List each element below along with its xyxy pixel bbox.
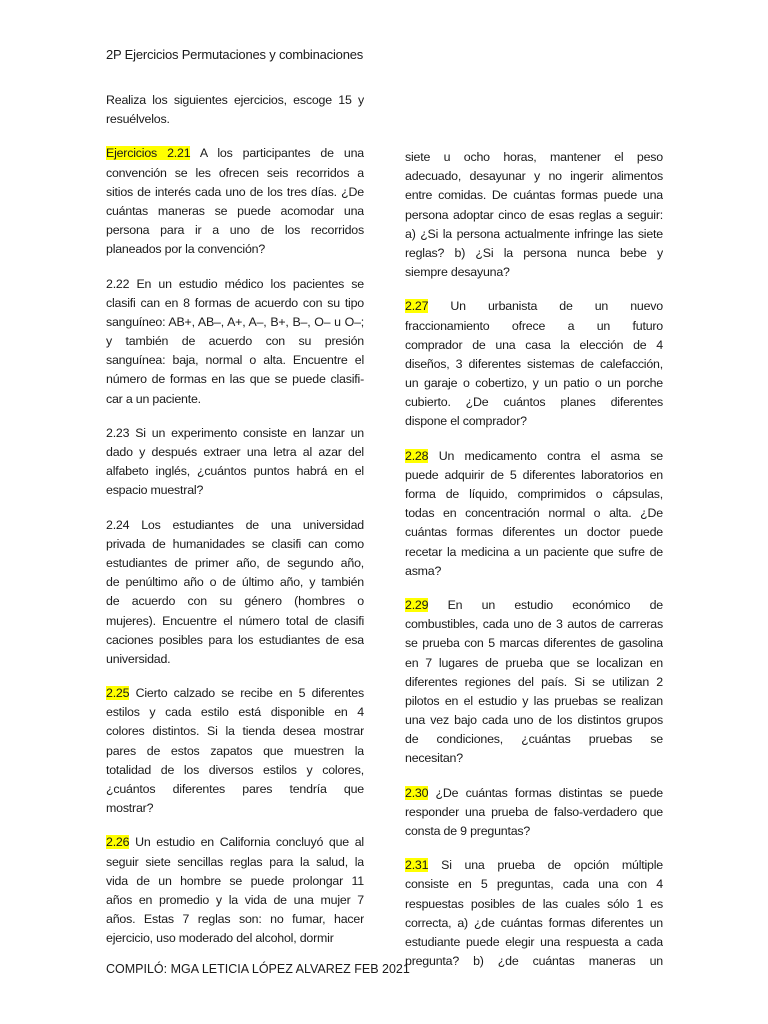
text-line <box>405 673 663 692</box>
text-line <box>106 390 364 409</box>
exercise-paragraph <box>405 784 663 842</box>
line-text: estilos y cada estilo está disponible en 4 <box>106 705 364 720</box>
text-line <box>106 684 364 703</box>
line-text: A los participantes de una <box>190 146 364 161</box>
line-text: ¿cuántos diferentes pares tendría que <box>106 782 364 796</box>
text-line <box>405 263 663 282</box>
line-text: sanguíneo: AB+, AB–, A+, A–, B+, B–, O– u O–; <box>106 314 364 329</box>
line-text: Un estudio en California concluyó que al <box>129 835 364 850</box>
line-text: a) ¿Si la persona actualmente infringe las siete <box>405 226 663 241</box>
text-line <box>106 424 364 443</box>
text-line <box>405 504 663 523</box>
line-text: planeados por la convención? <box>106 242 266 257</box>
text-line <box>106 370 364 389</box>
exercise-number-highlight: Ejercicios 2.21 <box>106 146 191 161</box>
line-text: consta de 9 preguntas? <box>405 824 531 838</box>
line-text: una vez bajo cada uno de los distintos grupos <box>405 713 663 728</box>
line-text: puede adquirir de 5 diferentes laboratorios en <box>405 467 663 482</box>
line-text: fraccionamiento ofrece a un futuro <box>405 318 663 333</box>
line-text: Realiza los siguientes ejercicios, escoge 15 y <box>106 93 364 107</box>
text-line <box>106 462 364 481</box>
text-line <box>106 929 364 948</box>
line-text: de condiciones, ¿cuántas pruebas se <box>405 732 663 747</box>
line-text: consiste en 5 preguntas, cada una con 4 <box>405 877 663 892</box>
text-line <box>106 612 364 631</box>
text-line <box>106 332 364 351</box>
exercise-paragraph <box>106 275 364 409</box>
text-line <box>405 336 663 355</box>
exercise-paragraph <box>405 447 663 581</box>
left-column <box>106 91 364 964</box>
document-title: 2P Ejercicios Permutaciones y combinaciones <box>106 47 364 62</box>
text-line <box>405 355 663 374</box>
line-text: pilotos en el estudio y las pruebas se realizan <box>405 693 663 708</box>
line-text: recetar la medicina a un paciente que sufre de <box>405 544 663 559</box>
line-text: dado y después extraer una letra al azar del <box>106 445 364 459</box>
text-line <box>405 562 663 581</box>
text-line <box>106 481 364 500</box>
text-line <box>106 554 364 573</box>
exercise-number-highlight: 2.28 <box>405 448 429 463</box>
text-line <box>106 443 364 462</box>
exercise-paragraph <box>405 856 663 971</box>
line-text: cuántas maneras se puede acomodar una <box>106 203 364 218</box>
line-text: convención se les ofrecen seis recorridos a <box>106 165 364 180</box>
text-line <box>106 144 364 163</box>
line-text: sanguínea: baja, normal o alta. Encuentre el <box>106 353 364 368</box>
text-line <box>106 351 364 370</box>
line-text: se prueba con 5 marcas diferentes de gasolina <box>405 636 663 651</box>
text-line <box>106 592 364 611</box>
document-footer: COMPILÓ: MGA LETICIA LÓPEZ ALVAREZ FEB 2021 <box>106 962 410 976</box>
text-line <box>405 317 663 336</box>
text-line <box>405 523 663 542</box>
line-text: privada de humanidades se clasifi can como <box>106 536 364 551</box>
exercise-paragraph <box>106 91 364 129</box>
text-line <box>106 202 364 221</box>
line-text: sitios de interés cada uno de los tres días. ¿De <box>106 184 364 199</box>
line-text: años en promedio y la vida de una mujer 7 <box>106 892 364 907</box>
text-line <box>405 933 663 952</box>
text-line <box>106 183 364 202</box>
line-text: número de formas en las que se puede clasifi- <box>106 372 364 387</box>
line-text: persona adoptar cinco de esas reglas a seguir: <box>405 207 663 222</box>
text-line <box>106 275 364 294</box>
line-text: seguir siete sencillas reglas para la salud, la <box>106 854 364 869</box>
text-line <box>405 466 663 485</box>
line-text: 2.23 Si un experimento consiste en lanzar un <box>106 425 364 440</box>
line-text: dispone el comprador? <box>405 414 527 429</box>
text-line <box>405 148 663 167</box>
line-text: resuélvelos. <box>106 112 170 127</box>
line-text: cubierto. ¿De cuántos planes diferentes <box>405 395 663 410</box>
exercise-paragraph <box>106 684 364 818</box>
line-text: diferentes regiones del país. Si se utilizan 2 <box>405 674 663 689</box>
text-line <box>405 856 663 875</box>
text-line <box>405 875 663 894</box>
line-text: totalidad de los diversos estilos y colores, <box>106 762 364 777</box>
line-text: Si una prueba de opción múltiple <box>428 858 663 873</box>
text-line <box>405 543 663 562</box>
text-line <box>106 761 364 780</box>
text-line <box>106 535 364 554</box>
exercise-number-highlight: 2.30 <box>405 785 429 800</box>
line-text: car a un paciente. <box>106 391 201 406</box>
exercise-number-highlight: 2.26 <box>106 835 130 850</box>
line-text: adecuado, desayunar y no ingerir alimentos <box>405 169 663 184</box>
line-text: siete u ocho horas, mantener el peso <box>405 150 663 164</box>
text-line <box>405 186 663 205</box>
line-text: persona para ir a uno de los recorridos <box>106 223 364 238</box>
line-text: colores distintos. Si la tienda desea mostrar <box>106 724 364 739</box>
line-text: pregunta? b) ¿de cuántas maneras un <box>405 954 663 969</box>
text-line <box>405 596 663 615</box>
text-line <box>405 447 663 466</box>
line-text: correcta, a) ¿de cuántas formas diferentes un <box>405 915 663 930</box>
line-text: siempre desayuna? <box>405 265 510 280</box>
text-line <box>405 297 663 316</box>
line-text: ejercicio, uso moderado del alcohol, dormir <box>106 931 334 946</box>
line-text: cuántas formas diferentes un doctor puede <box>405 525 663 540</box>
text-line <box>106 631 364 650</box>
line-text: caciones posibles para los estudiantes de esa <box>106 632 364 647</box>
line-text: un garaje o cobertizo, y un patio o un porche <box>405 376 663 391</box>
exercise-number-highlight: 2.25 <box>106 686 130 701</box>
line-text: ¿De cuántas formas distintas se puede <box>428 785 663 800</box>
line-text: estudiante puede elegir una respuesta a cada <box>405 934 663 949</box>
line-text: mostrar? <box>106 801 154 816</box>
line-text: forma de líquido, comprimidos o cápsulas, <box>405 487 663 501</box>
text-line <box>405 692 663 711</box>
text-line <box>106 164 364 183</box>
line-text: espacio muestral? <box>106 483 204 498</box>
text-line <box>405 822 663 841</box>
line-text: Un medicamento contra el asma se <box>428 448 663 463</box>
text-line <box>405 412 663 431</box>
exercise-paragraph <box>106 516 364 670</box>
text-line <box>405 615 663 634</box>
text-line <box>405 654 663 673</box>
right-column <box>405 148 663 986</box>
text-line <box>405 803 663 822</box>
text-line <box>405 634 663 653</box>
line-text: alfabeto inglés, ¿cuántos puntos habrá en el <box>106 464 364 479</box>
exercise-paragraph <box>405 596 663 769</box>
exercise-paragraph <box>106 833 364 948</box>
line-text: de penúltimo año o de último año, y también <box>106 575 364 590</box>
exercise-paragraph <box>106 424 364 501</box>
line-text: años. Estas 7 reglas son: no fumar, hacer <box>106 912 364 927</box>
text-line <box>405 485 663 504</box>
text-line <box>106 294 364 313</box>
text-line <box>405 784 663 803</box>
exercise-paragraph <box>405 297 663 431</box>
line-text: vida de un hombre se puede prolongar 11 <box>106 873 364 888</box>
line-text: En un estudio económico de <box>428 597 663 612</box>
text-line <box>405 749 663 768</box>
line-text: todas en concentración normal o alta. ¿De <box>405 506 663 521</box>
text-line <box>405 374 663 393</box>
text-line <box>405 895 663 914</box>
text-line <box>106 573 364 592</box>
line-text: en 7 lugares de prueba que se localizan en <box>405 655 663 670</box>
line-text: y también de acuerdo con su presión <box>106 334 364 349</box>
text-line <box>106 110 364 129</box>
line-text: comprador de una casa la elección de 4 <box>405 337 663 352</box>
line-text: Un urbanista de un nuevo <box>428 299 663 314</box>
exercise-number-highlight: 2.31 <box>405 858 429 873</box>
text-line <box>405 952 663 971</box>
text-line <box>106 221 364 240</box>
line-text: Cierto calzado se recibe en 5 diferentes <box>129 686 364 701</box>
text-line <box>106 650 364 669</box>
text-line <box>106 799 364 818</box>
text-line <box>106 742 364 761</box>
line-text: pares de estos zapatos que muestren la <box>106 743 364 758</box>
text-line <box>106 853 364 872</box>
text-line <box>405 225 663 244</box>
line-text: clasifi can en 8 formas de acuerdo con su tipo <box>106 295 364 310</box>
line-text: mujeres). Encuentre el número total de clasifi <box>106 613 364 628</box>
text-line <box>405 914 663 933</box>
exercise-number-highlight: 2.29 <box>405 597 429 612</box>
exercise-number-highlight: 2.27 <box>405 299 429 314</box>
text-line <box>106 516 364 535</box>
text-line <box>106 780 364 799</box>
text-line <box>106 833 364 852</box>
line-text: reglas? b) ¿Si la persona nunca bebe y <box>405 245 663 260</box>
text-line <box>106 703 364 722</box>
line-text: 2.22 En un estudio médico los pacientes se <box>106 276 364 291</box>
line-text: universidad. <box>106 651 171 666</box>
line-text: 2.24 Los estudiantes de una universidad <box>106 517 364 532</box>
text-line <box>405 393 663 412</box>
text-line <box>106 722 364 741</box>
text-line <box>106 240 364 259</box>
line-text: combustibles, cada uno de 3 autos de carreras <box>405 617 663 632</box>
text-line <box>106 91 364 110</box>
text-line <box>106 313 364 332</box>
line-text: responder una prueba de falso-verdadero que <box>405 804 663 819</box>
line-text: respuestas posibles de las cuales sólo 1 es <box>405 896 663 911</box>
text-line <box>106 891 364 910</box>
line-text: entre comidas. De cuántas formas puede una <box>405 188 663 203</box>
text-line <box>106 872 364 891</box>
line-text: asma? <box>405 563 442 578</box>
line-text: de acuerdo con su género (hombres o <box>106 594 364 609</box>
text-line <box>106 910 364 929</box>
text-line <box>405 730 663 749</box>
text-line <box>405 711 663 730</box>
text-line <box>405 206 663 225</box>
text-line <box>405 244 663 263</box>
text-line <box>405 167 663 186</box>
line-text: necesitan? <box>405 751 463 766</box>
line-text: diseños, 3 diferentes sistemas de calefacción, <box>405 356 663 371</box>
exercise-paragraph <box>106 144 364 259</box>
line-text: estudiantes de primer año, de segundo año, <box>106 555 364 570</box>
exercise-paragraph <box>405 148 663 282</box>
